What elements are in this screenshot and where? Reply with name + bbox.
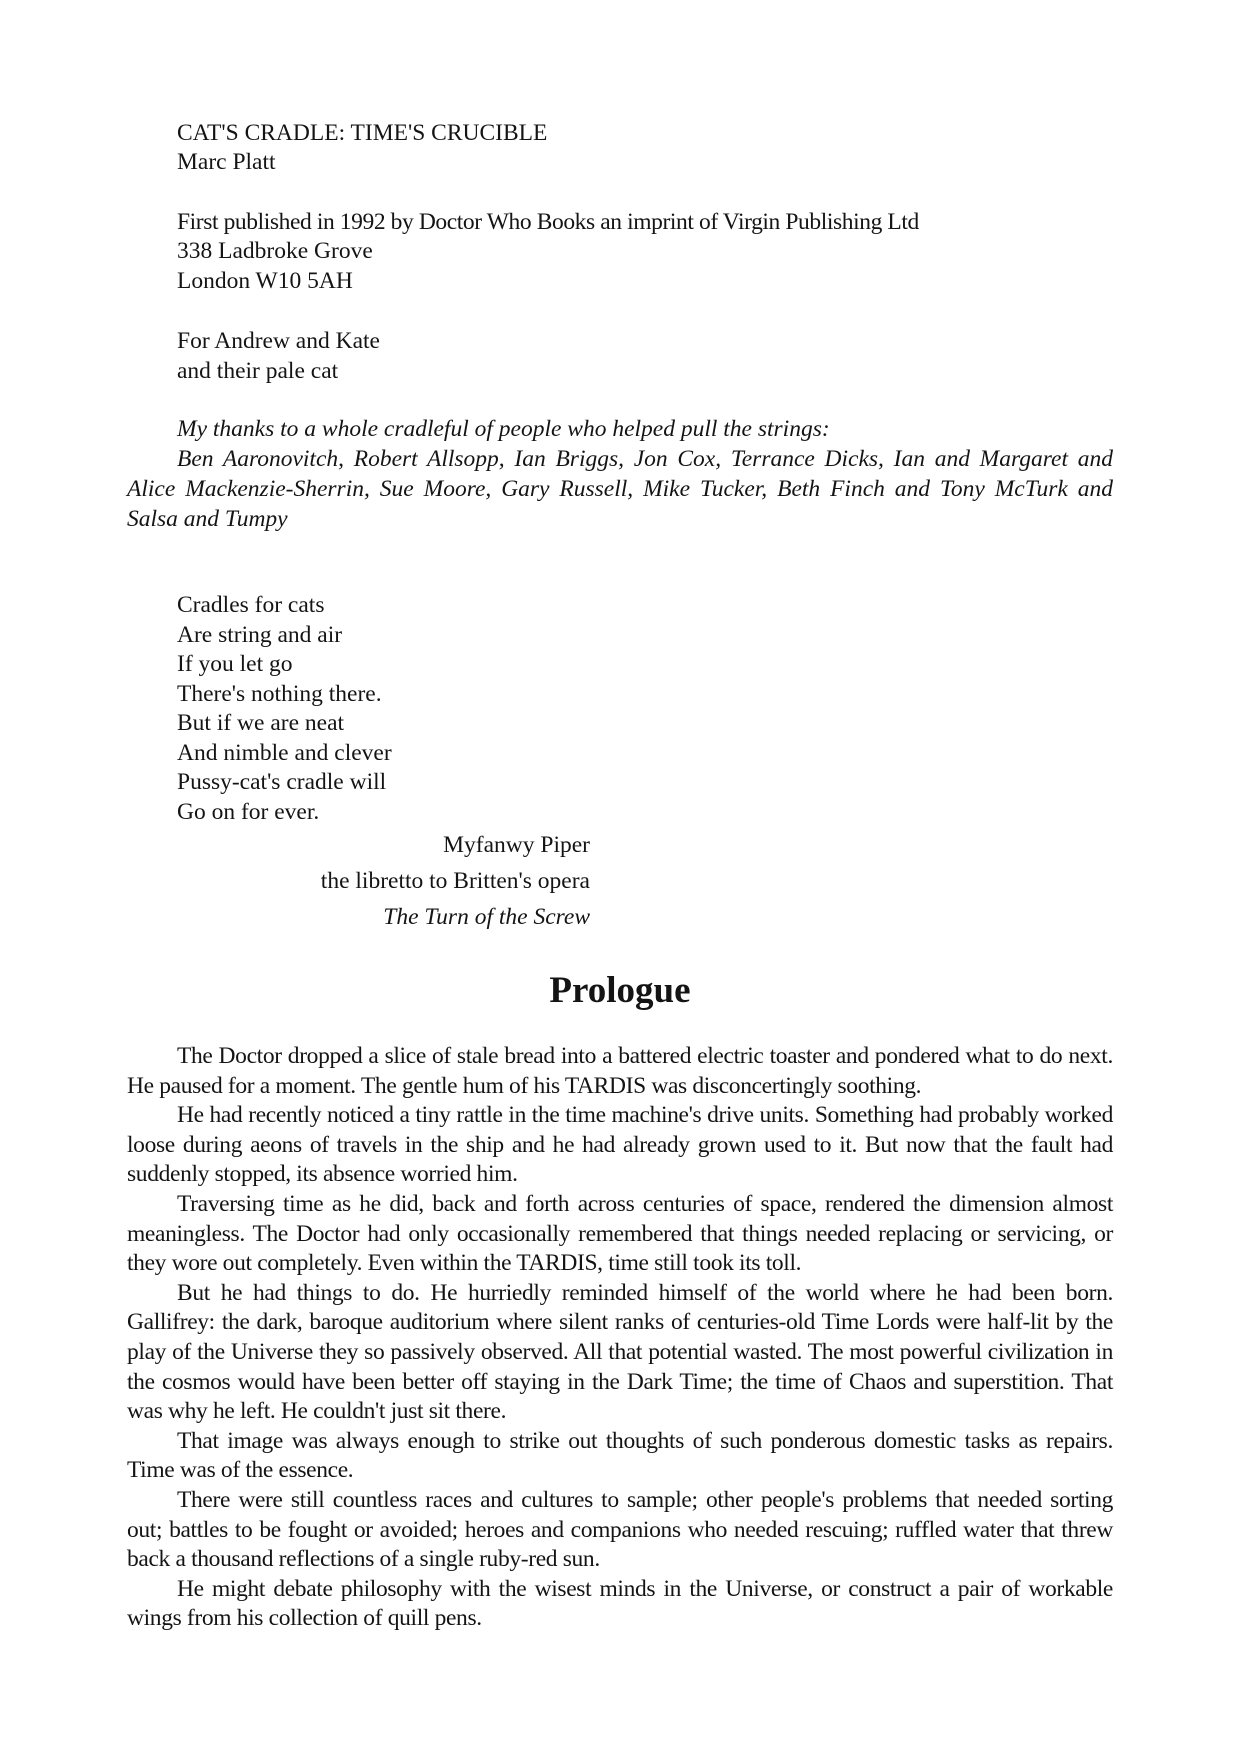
chapter-heading: Prologue [549,970,691,1011]
body-paragraph: He had recently noticed a tiny rattle in the time machine's drive units. Something had probably worked loose during aeons of travels in the ship and he had already grown used to it. But now that the fault had suddenly stopped, its absence worried him. [127,1102,1113,1188]
acknowledgements-names: Ben Aaronovitch, Robert Allsopp, Ian Briggs, Jon Cox, Terrance Dicks, Ian and Margaret and Alice Mackenzie-Sherrin, Sue Moore, Gary Russell, Mike Tucker, Beth Finch and Tony McTurk and Salsa and Tumpy [127,446,1113,532]
body-paragraph: There were still countless races and cultures to sample; other people's problems that needed sorting out; battles to be fought or avoided; heroes and companions who needed rescuing; ruffled water that threw back a thousand reflections of a single ruby-red sun. [127,1486,1113,1573]
epigraph-line: There's nothing there. [177,681,382,707]
body-paragraph: But he had things to do. He hurriedly reminded himself of the world where he had been born. Gallifrey: the dark, baroque auditorium where silent ranks of centuries-old Time Lords were half-lit by the play of the Universe they so passively observed. All that potential wasted. The most powerful civilization in the cosmos would have been better off staying in the Dark Time; the time of Chaos and superstition. That was why he left. He couldn't just sit there. [127,1279,1113,1425]
body-paragraph: The Doctor dropped a slice of stale bread into a battered electric toaster and pondered what to do next. He paused for a moment. The gentle hum of his TARDIS was disconcertingly soothing. [127,1043,1113,1099]
chapter-body [127,1042,1113,1634]
epigraph-line: Are string and air [177,622,343,648]
epigraph-author: Myfanwy Piper [443,832,590,858]
epigraph-work: The Turn of the Screw [383,904,590,930]
dedication-line: For Andrew and Kate [177,328,380,354]
epigraph-line: If you let go [177,651,293,677]
body-paragraph: That image was always enough to strike out thoughts of such ponderous domestic tasks as repairs. Time was of the essence. [127,1427,1113,1484]
epigraph-source: the libretto to Britten's opera [320,868,590,894]
publication-line: First published in 1992 by Doctor Who Books an imprint of Virgin Publishing Ltd [177,209,919,235]
publisher-address: 338 Ladbroke Grove [177,238,373,264]
publisher-city: London W10 5AH [177,268,353,294]
epigraph-line: And nimble and clever [177,740,392,766]
epigraph-line: Pussy-cat's cradle will [177,769,387,795]
epigraph-line: Go on for ever. [177,799,320,825]
epigraph-line: But if we are neat [177,710,345,736]
acknowledgements-intro: My thanks to a whole cradleful of people who helped pull the strings: [177,416,830,442]
book-title: CAT'S CRADLE: TIME'S CRUCIBLE [177,120,548,146]
dedication-line: and their pale cat [177,358,339,384]
body-paragraph: Traversing time as he did, back and forth across centuries of space, rendered the dimension almost meaningless. The Doctor had only occasionally remembered that things needed replacing or servicing, or they wore out completely. Even within the TARDIS, time still took its toll. [127,1190,1113,1277]
body-paragraph: He might debate philosophy with the wisest minds in the Universe, or construct a pair of workable wings from his collection of quill pens. [127,1575,1113,1632]
book-author: Marc Platt [177,149,276,175]
epigraph-line: Cradles for cats [177,592,325,618]
